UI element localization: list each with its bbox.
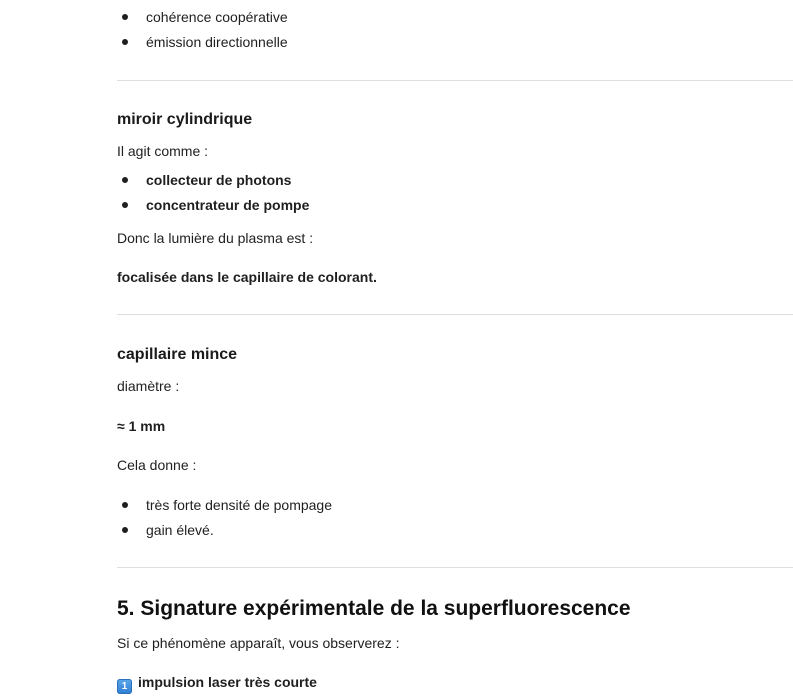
list-item-text: cohérence coopérative xyxy=(146,9,288,25)
section-intro: Si ce phénomène apparaît, vous observerez : xyxy=(117,635,400,651)
bullet-icon xyxy=(122,177,128,183)
keycap-digit-one-icon: 1 xyxy=(117,679,132,694)
capillary-text: Cela donne : xyxy=(117,457,197,473)
section-title-mirror: miroir cylindrique xyxy=(117,111,253,128)
list-item-text: très forte densité de pompage xyxy=(146,497,333,513)
numbered-item-text: impulsion laser très courte xyxy=(138,674,317,690)
bullet-icon xyxy=(122,14,128,20)
list-item-text: concentrateur de pompe xyxy=(146,197,310,213)
divider xyxy=(117,314,793,315)
list-item-text: émission directionnelle xyxy=(146,34,288,50)
bullet-icon xyxy=(122,39,128,45)
bullet-icon xyxy=(122,527,128,533)
divider xyxy=(117,80,793,81)
section-heading: 5. Signature expérimentale de la superfluorescence xyxy=(117,597,631,620)
bullet-icon xyxy=(122,502,128,508)
capillary-value: ≈ 1 mm xyxy=(117,418,166,434)
section-title-capillary: capillaire mince xyxy=(117,346,238,363)
mirror-text: Donc la lumière du plasma est : xyxy=(117,230,314,246)
divider xyxy=(117,567,793,568)
mirror-intro: Il agit comme : xyxy=(117,143,209,159)
list-item-text: gain élevé. xyxy=(146,522,214,538)
numbered-item xyxy=(117,673,317,694)
list-item-text: collecteur de photons xyxy=(146,172,292,188)
bullet-icon xyxy=(122,202,128,208)
capillary-label: diamètre : xyxy=(117,378,180,394)
mirror-conclusion: focalisée dans le capillaire de colorant. xyxy=(117,269,377,285)
